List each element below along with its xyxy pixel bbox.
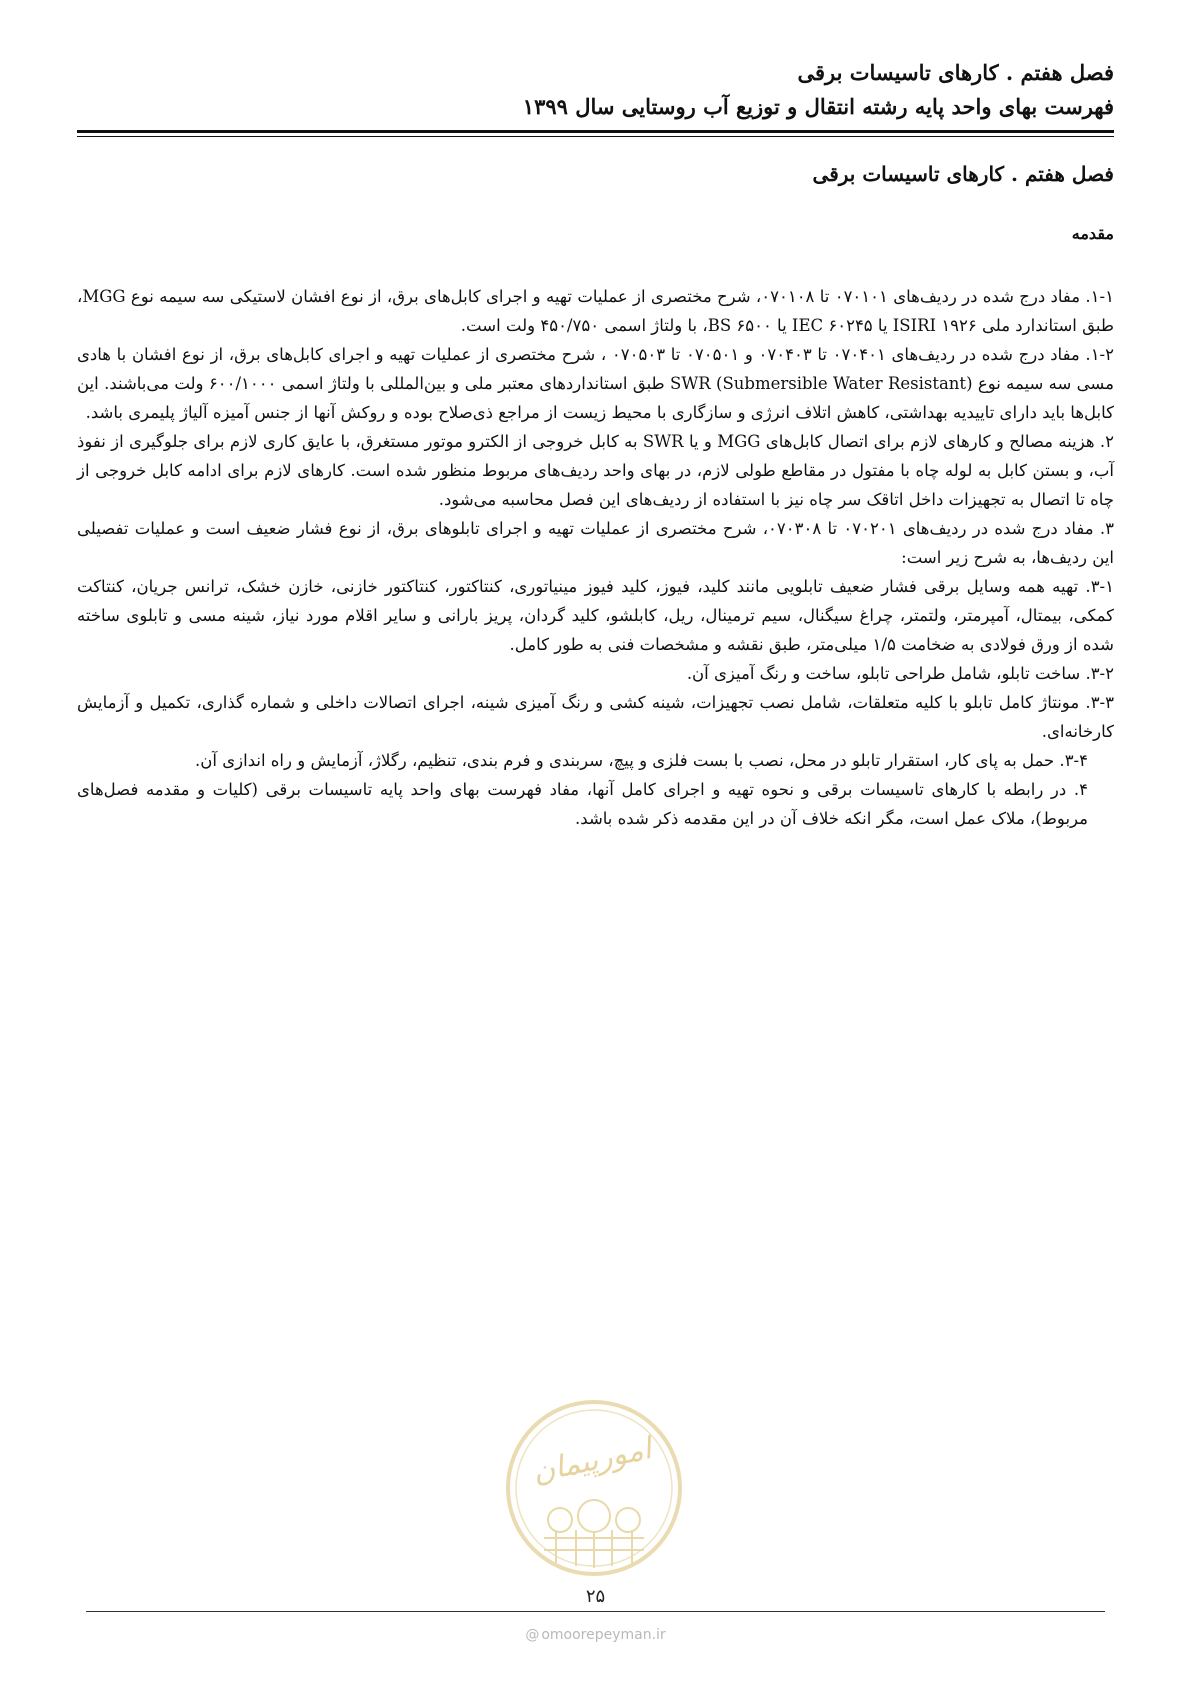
- paragraph-3-3: ۳-۳. مونتاژ کامل تابلو با کلیه متعلقات، شامل نصب تجهیزات، شینه کشی و رنگ آمیزی شینه، اجرای اتصالات داخلی و شماره گذاری، تکمیل و آزمایش کارخانه‌ای.: [77, 693, 1114, 741]
- header-rule-thin: [77, 136, 1114, 137]
- paragraph-2: ۲. هزینه مصالح و کارهای لازم برای اتصال کابل‌های MGG و یا SWR به کابل خروجی از الکترو موتور مستغرق، با عایق کاری لازم برای جلوگیری از نفوذ آب، و بستن کابل به لوله چاه با مفتول در مقاطع طولی لازم، در بهای واحد ردیف‌های مربوط منظور شده است. کارهای لازم برای ادامه کابل خروجی از چاه تا اتصال به تجهیزات داخل اتاقک سر چاه نیز با استفاده از ردیف‌های این فصل محاسبه می‌شود.: [77, 432, 1115, 509]
- header-chapter-line: فصل هفتم . کارهای تاسیسات برقی: [797, 60, 1114, 85]
- paragraph-4: ۴. در رابطه با کارهای تاسیسات برقی و نحوه تهیه و اجرای کامل آنها، مفاد فهرست بهای واحد پایه تاسیسات برقی (کلیات و مقدمه فصل‌های مربوط)، ملاک عمل است، مگر انکه خلاف آن در این مقدمه ذکر شده باشد.: [77, 780, 1088, 828]
- footer-website-text: omoorepeyman.ir: [541, 1627, 666, 1643]
- paragraph-3-2: ۳-۲. ساخت تابلو، شامل طراحی تابلو، ساخت و رنگ آمیزی آن.: [686, 664, 1114, 683]
- page-header: [77, 56, 1114, 124]
- paragraph-3-4: ۳-۴. حمل به پای کار، استقرار تابلو در محل، نصب با بست فلزی و پیچ، سربندی و فرم بندی، تنظیم، رگلاژ، آزمایش و راه اندازی آن.: [195, 751, 1088, 770]
- header-rule-thick: [77, 130, 1114, 133]
- footer-rule: [86, 1611, 1105, 1612]
- footer-website: [0, 1627, 1191, 1643]
- paragraph-1-2: ۱-۲. مفاد درج شده در ردیف‌های ۰۷۰۴۰۱ تا ۰۷۰۴۰۳ و ۰۷۰۵۰۱ تا ۰۷۰۵۰۳ ، شرح مختصری از عملیات تهیه و اجرای کابل‌های برق، از نوع افشان با هادی مسی سه سیمه نوع SWR (Submersible Water Resistant) طبق استانداردهای معتبر ملی و بین‌المللی با ولتاژ اسمی ۶۰۰/۱۰۰۰ ولت می‌باشند. این کابل‌ها باید دارای تاییدیه بهداشتی، کاهش اتلاف انرژی و سازگاری با محیط زیست از مراجع ذی‌صلاح بوده و روکش آنها از جنس آمیزه آلیاژ پلیمری باشد.: [77, 345, 1114, 422]
- paragraph-3: ۳. مفاد درج شده در ردیف‌های ۰۷۰۲۰۱ تا ۰۷۰۳۰۸، شرح مختصری از عملیات تهیه و اجرای تابلوهای برق، از نوع فشار ضعیف است و عملیات تفصیلی این ردیف‌ها، به شرح زیر است:: [77, 519, 1114, 567]
- omoorepeyman-seal-watermark: [504, 1398, 684, 1578]
- section-title: مقدمه: [1071, 224, 1114, 243]
- document-body: [77, 282, 1114, 833]
- page-number: ۲۵: [585, 1586, 606, 1607]
- svg-text:امورپیمان: امورپیمان: [529, 1431, 655, 1491]
- paragraph-3-1: ۳-۱. تهیه همه وسایل برقی فشار ضعیف تابلویی مانند کلید، فیوز، کلید فیوز مینیاتوری، کنتاکتور، کنتاکتور خازنی، خازن خشک، ترانس جریان، کنتاکت کمکی، بیمتال، آمپرمتر، ولتمتر، چراغ سیگنال، سیم ترمینال، ریل، کابلشو، کلید گردان، پریز بارانی و سایر اقلام مورد نیاز، شینه مسی و تابلوی ساخته شده از ورق فولادی به ضخامت ۱/۵ میلی‌متر، طبق نقشه و مشخصات فنی به طور کامل.: [77, 577, 1114, 654]
- header-document-title: فهرست بهای واحد پایه رشته انتقال و توزیع آب روستایی سال ۱۳۹۹: [522, 94, 1114, 119]
- chapter-title: فصل هفتم . کارهای تاسیسات برقی: [812, 162, 1114, 186]
- paragraph-1-1: ۱-۱. مفاد درج شده در ردیف‌های ۰۷۰۱۰۱ تا ۰۷۰۱۰۸، شرح مختصری از عملیات تهیه و اجرای کابل‌های برق، از نوع افشان لاستیکی سه سیمه نوع MGG، طبق استاندارد ملی ۱۹۲۶ ISIRI یا IEC ۶۰۲۴۵ یا BS ۶۵۰۰، با ولتاژ اسمی ۴۵۰/۷۵۰ ولت است.: [77, 287, 1114, 335]
- at-sign-icon: @: [525, 1627, 540, 1643]
